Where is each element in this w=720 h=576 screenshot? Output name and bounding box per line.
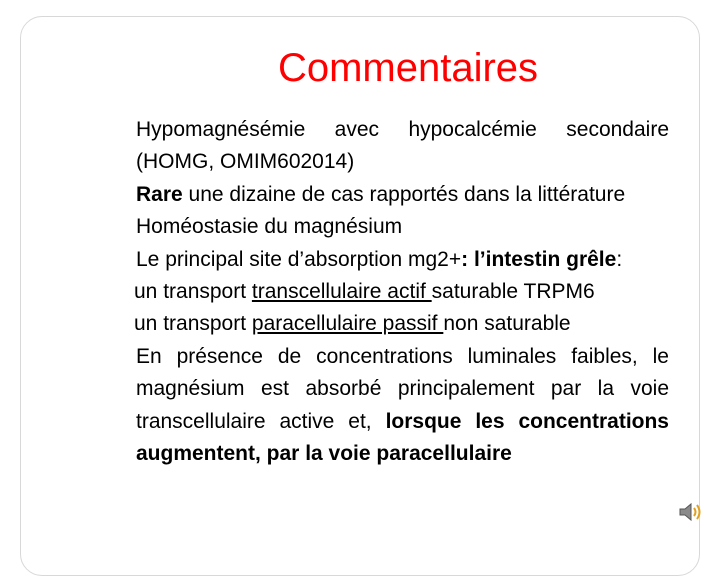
transport-underlined: transcellulaire actif bbox=[251, 280, 432, 304]
bullet-text: une dizaine de cas rapportés dans la littérature bbox=[182, 182, 626, 206]
speaker-icon[interactable] bbox=[678, 500, 704, 524]
bullet-bold-text: Rare bbox=[136, 182, 183, 206]
bullet-rare bbox=[116, 179, 669, 211]
section-heading: Homéostasie du magnésium bbox=[136, 215, 403, 239]
bullet-bold-text: lorsque les concentrations augmentent, par la voie paracellulaire bbox=[136, 409, 669, 466]
transport-text: non saturable bbox=[443, 312, 571, 336]
slide-title: Commentaires bbox=[277, 46, 539, 90]
bullet-text: Hypomagnésémie avec hypocalcémie secondaire (HOMG, OMIM602014) bbox=[136, 118, 669, 174]
bullet-colon: : bbox=[616, 247, 623, 271]
bullet-hypomagnesemie bbox=[116, 114, 669, 179]
bullet-text: Le principal site d’absorption mg2+ bbox=[136, 247, 462, 271]
bullet-concentrations bbox=[116, 341, 669, 471]
transport-text: un transport bbox=[134, 312, 252, 336]
transport-transcellular bbox=[116, 276, 669, 308]
transport-text: un transport bbox=[134, 280, 252, 304]
transport-underlined: paracellulaire passif bbox=[251, 312, 444, 336]
transport-paracellular bbox=[116, 308, 669, 340]
bullet-text: En présence de concentrations luminales faibles, le magnésium est absorbé principalement par la voie transcellulaire active et, bbox=[136, 344, 669, 433]
transport-text: saturable TRPM6 bbox=[431, 280, 595, 304]
bullet-bold-text: : l’intestin grêle bbox=[461, 247, 617, 271]
bullet-absorption-site bbox=[116, 244, 669, 276]
slide-content bbox=[116, 114, 669, 470]
